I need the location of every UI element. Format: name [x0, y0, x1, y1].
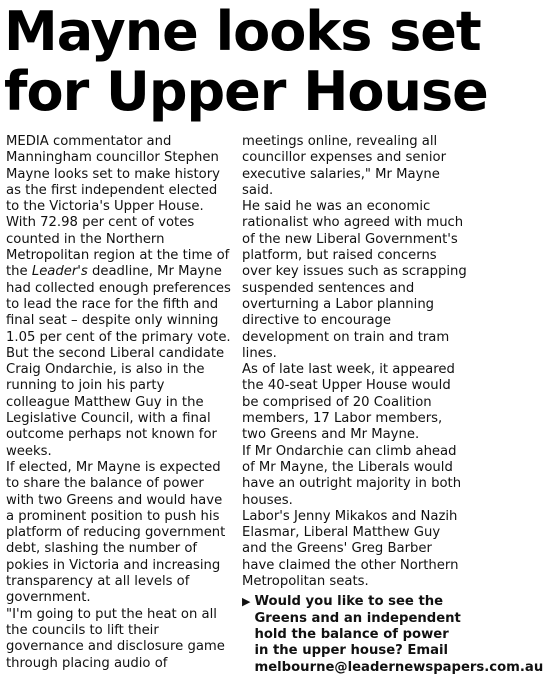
paragraph: If elected, Mr Mayne is expected to share the balance of power with two Greens and would have a prominent position to push his platform of reducing government debt, slashing the number of pokies in Victoria and increasing transparency at all levels of government. — [6, 459, 226, 606]
reader-callout — [242, 594, 543, 675]
paragraph-continued: colleague Matthew Guy in the Legislative Council, with a final outcome perhaps not known for weeks. — [6, 394, 217, 459]
paragraph-continued: members, 17 Labor members, two Greens and Mr Mayne. — [242, 411, 443, 443]
right-column — [242, 134, 543, 676]
paragraph-text: With 72.98 per cent of votes counted in the Northern Metropolitan region at the time of the — [6, 215, 230, 280]
publication-name: Leader's — [31, 264, 88, 280]
paragraph: "I'm going to put the heat on all the councils to lift their governance and disclosure game through placing audio of — [6, 606, 225, 671]
callout-text[interactable]: Would you like to see the Greens and an independent hold the balance of power in the upper house? Email melbourne@leadernewspapers.com.au — [254, 594, 543, 675]
paragraph: He said he was an economic rationalist who agreed with much of the new Liberal Government's platform, but raised concerns over key issues such as scrapping suspended sentences and overturning a Labor planning directive to encourage development on train and tram lines. — [242, 199, 467, 361]
paragraph-text: deadline, Mr Mayne had collected enough preferences to lead the race for the fifth and final seat – despite only winning 1.05 per cent of the primary vote. — [6, 264, 231, 345]
paragraph — [6, 215, 234, 345]
left-column — [6, 134, 234, 672]
paragraph: MEDIA commentator and Manningham councillor Stephen Mayne looks set to make history as the first independent elected to the Victoria's Upper House. — [6, 134, 220, 215]
paragraph: But the second Liberal candidate Craig Ondarchie, is also in the running to join his party — [6, 345, 225, 394]
paragraph: meetings online, revealing all councillor expenses and senior executive salaries," Mr Mayne said. — [242, 134, 447, 198]
headline-line-2: for Upper House — [4, 60, 488, 123]
paragraph: If Mr Ondarchie can climb ahead of Mr Mayne, the Liberals would have an outright majority in both houses. — [242, 443, 462, 508]
headline-line-1: Mayne looks set — [4, 0, 481, 63]
paragraph: Labor's Jenny Mikakos and Nazih Elasmar, Liberal Matthew Guy and the Greens' Greg Barber have claimed the other Northern Metropolitan seats. — [242, 508, 459, 590]
right-triangle-icon: ▶ — [242, 595, 251, 609]
paragraph: As of late last week, it appeared the 40-seat Upper House would be comprised of 20 Coalition — [242, 362, 455, 410]
